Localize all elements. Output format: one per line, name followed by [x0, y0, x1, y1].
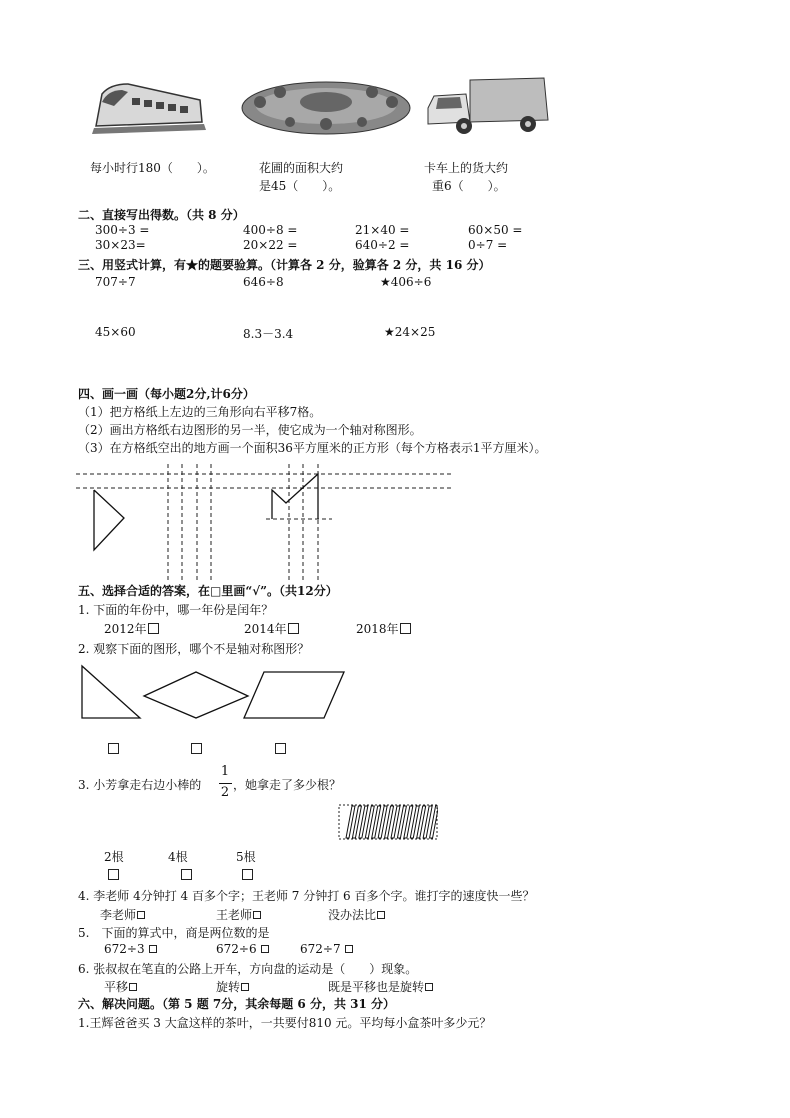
calc-item: 60×50 =: [468, 223, 523, 237]
q5-option[interactable]: 672÷3: [104, 942, 157, 956]
fraction-numerator: 1: [220, 764, 230, 779]
calc-item: 640÷2 =: [355, 238, 410, 252]
sticks-bundle: [338, 804, 438, 840]
checkbox[interactable]: [345, 945, 353, 953]
section3-title: 三、用竖式计算，有★的题要验算。（计算各 2 分，验算各 2 分，共 16 分）: [78, 258, 491, 272]
q4-option[interactable]: 王老师: [216, 906, 261, 923]
checkbox[interactable]: [377, 911, 385, 919]
q6-option[interactable]: 平移: [104, 978, 137, 995]
vertical-calc-item: 646÷8: [243, 275, 284, 289]
q1-option-2012[interactable]: 2012年: [104, 620, 159, 637]
section2-title: 二、直接写出得数。（共 8 分）: [78, 208, 245, 222]
question-4-text: 4. 李老师 4分钟打 4 百多个字；王老师 7 分钟打 6 百多个字。谁打字的速度快一些？: [78, 889, 535, 903]
vertical-calc-item: ★24×25: [384, 325, 436, 339]
q2-shapes: [78, 662, 358, 722]
q3-checkbox-5[interactable]: [242, 869, 253, 880]
vertical-calc-item: 8.3－3.4: [243, 327, 294, 341]
q2-checkbox-triangle[interactable]: [108, 743, 119, 754]
calc-item: 20×22 =: [243, 238, 298, 252]
q1-option-2014[interactable]: 2014年: [244, 620, 299, 637]
fraction-bar: [219, 783, 232, 784]
question-3-text-before: 3. 小芳拿走右边小棒的: [78, 778, 202, 792]
q3-option-label: 2根: [104, 850, 124, 864]
section6-title: 六、解决问题。（第 5 题 7分，其余每题 6 分，共 31 分）: [78, 997, 395, 1011]
checkbox[interactable]: [137, 911, 145, 919]
calc-item: 30×23=: [95, 238, 146, 252]
checkbox[interactable]: [253, 911, 261, 919]
calc-item: 300÷3 =: [95, 223, 150, 237]
truck-image: [424, 76, 550, 136]
q6-option[interactable]: 既是平移也是旋转: [328, 978, 433, 995]
checkbox[interactable]: [288, 623, 299, 634]
checkbox[interactable]: [400, 623, 411, 634]
checkbox[interactable]: [241, 983, 249, 991]
fraction-denominator: 2: [220, 785, 230, 800]
problem-1-text: 1.王辉爸爸买 3 大盒这样的茶叶，一共要付810 元。平均每小盒茶叶多少元？: [78, 1016, 492, 1030]
section4-title: 四、画一画（每小题2分,计6分）: [78, 387, 255, 401]
q2-checkbox-rhombus[interactable]: [191, 743, 202, 754]
q3-option-label: 5根: [236, 850, 256, 864]
vertical-calc-item: ★406÷6: [380, 275, 432, 289]
q2-checkbox-parallelogram[interactable]: [275, 743, 286, 754]
q3-checkbox-2[interactable]: [108, 869, 119, 880]
question-2-text: 2. 观察下面的图形，哪个不是轴对称图形？: [78, 642, 310, 656]
question-1-text: 1. 下面的年份中，哪一年份是闰年？: [78, 603, 274, 617]
calc-item: 400÷8 =: [243, 223, 298, 237]
drawing-task-1: （1）把方格纸上左边的三角形向右平移7格。: [78, 405, 322, 419]
q6-option[interactable]: 旋转: [216, 978, 249, 995]
calc-item: 0÷7 =: [468, 238, 508, 252]
grid-paper[interactable]: [76, 460, 456, 582]
q4-option[interactable]: 李老师: [100, 906, 145, 923]
q1-option-2018[interactable]: 2018年: [356, 620, 411, 637]
q4-option[interactable]: 没办法比: [328, 906, 385, 923]
drawing-task-3: （3）在方格纸空出的地方画一个面积36平方厘米的正方形（每个方格表示1平方厘米）。: [78, 441, 547, 455]
question-3-text-after: ，她拿走了多少根？: [233, 778, 342, 792]
q3-checkbox-4[interactable]: [181, 869, 192, 880]
triangle-shape: [94, 490, 124, 550]
section5-title: 五、选择合适的答案，在□里画“√”。（共12分）: [78, 584, 338, 598]
checkbox[interactable]: [261, 945, 269, 953]
vertical-calc-item: 45×60: [95, 325, 136, 339]
checkbox[interactable]: [425, 983, 433, 991]
picture-caption-train-1: 每小时行180（ ）。: [90, 161, 215, 175]
q5-option[interactable]: 672÷7: [300, 942, 353, 956]
vertical-calc-item: 707÷7: [95, 275, 136, 289]
question-6-text: 6. 张叔叔在笔直的公路上开车，方向盘的运动是（ ）现象。: [78, 962, 418, 976]
parallelogram-shape: [244, 672, 344, 718]
picture-caption-flowerbed-1: 花圃的面积大约: [259, 161, 344, 175]
picture-caption-truck-1: 卡车上的货大约: [424, 161, 509, 175]
picture-caption-truck-2: 重6（ ）。: [432, 179, 506, 193]
train-image: [88, 76, 208, 136]
q3-option-label: 4根: [168, 850, 188, 864]
checkbox[interactable]: [148, 623, 159, 634]
drawing-task-2: （2）画出方格纸右边图形的另一半，使它成为一个轴对称图形。: [78, 423, 422, 437]
half-figure-shape: [272, 474, 318, 519]
checkbox[interactable]: [129, 983, 137, 991]
calc-item: 21×40 =: [355, 223, 410, 237]
flowerbed-image: [240, 78, 412, 136]
q5-option[interactable]: 672÷6: [216, 942, 269, 956]
right-triangle-shape: [82, 666, 140, 718]
rhombus-shape: [144, 672, 248, 718]
picture-caption-flowerbed-2: 是45（ ）。: [259, 179, 341, 193]
checkbox[interactable]: [149, 945, 157, 953]
question-5-text: 5. 下面的算式中，商是两位数的是: [78, 926, 270, 940]
